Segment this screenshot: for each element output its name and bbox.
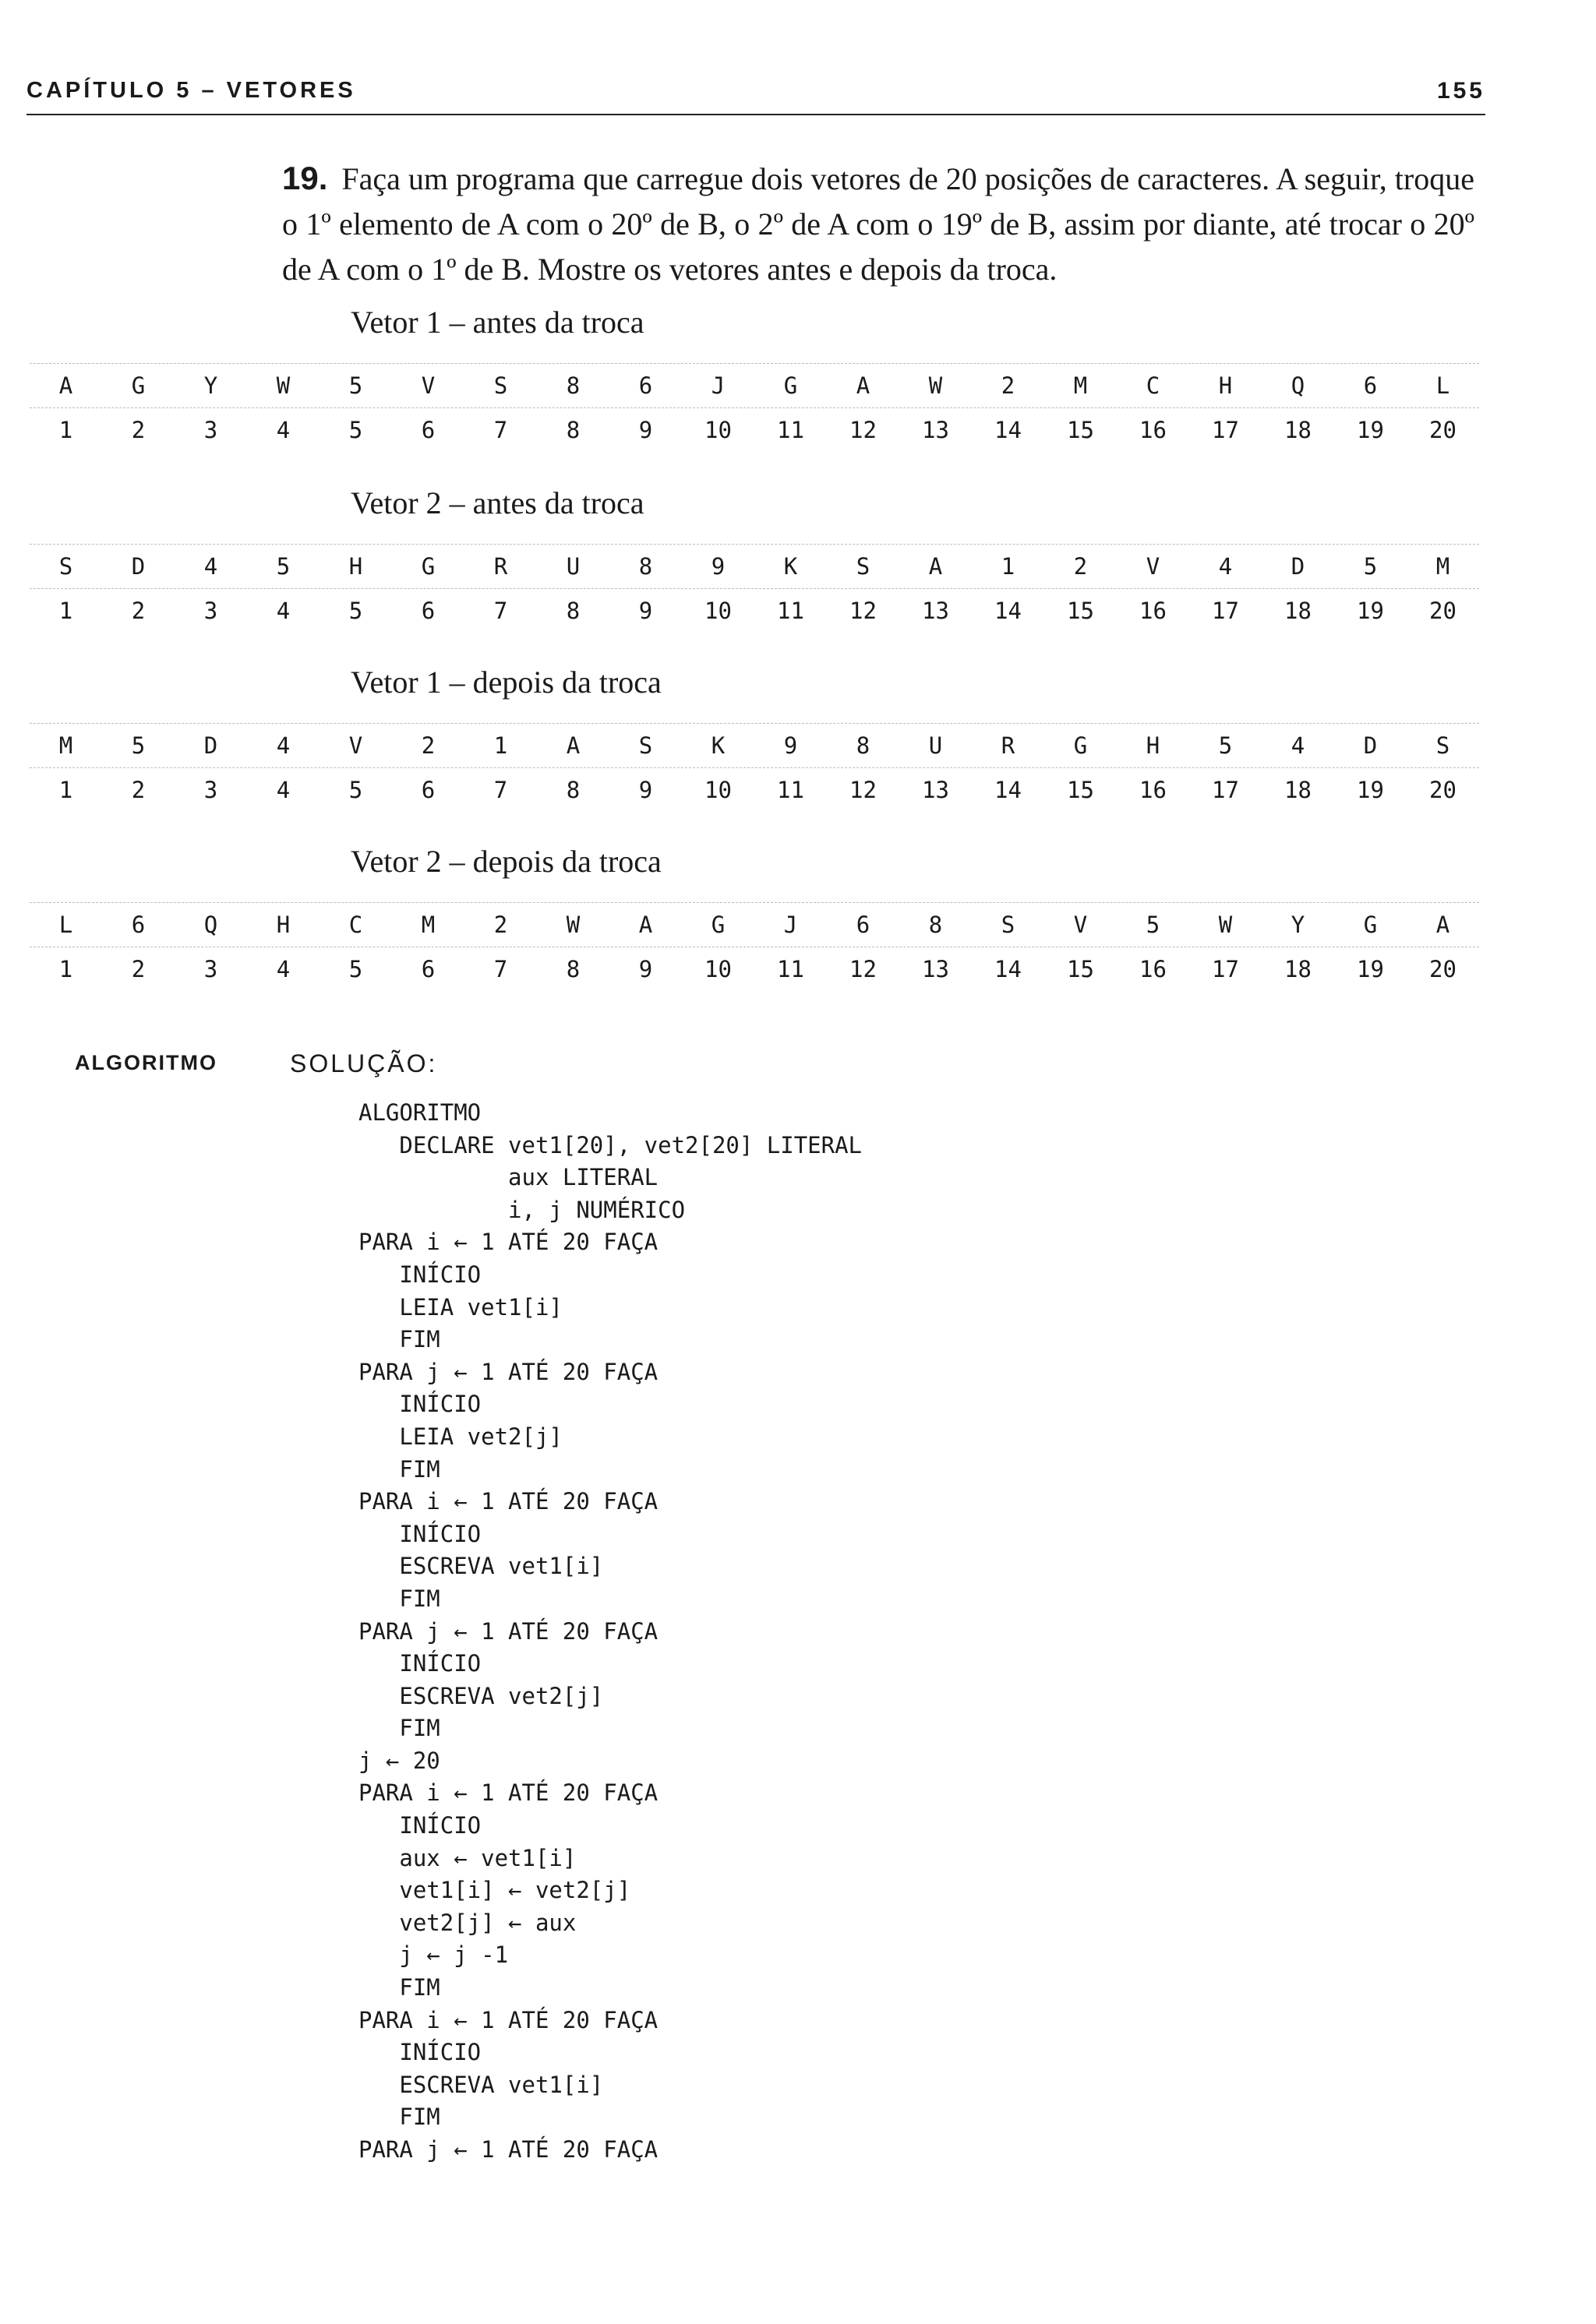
vector-index-cell: 4 bbox=[276, 956, 291, 982]
vector-index-cell: 12 bbox=[849, 417, 877, 443]
vector-value-cell: H bbox=[1218, 372, 1233, 399]
vector-value-cell: W bbox=[928, 372, 943, 399]
code-line: INÍCIO bbox=[358, 1391, 482, 1418]
vector-values-row bbox=[30, 363, 1479, 408]
code-line: FIM bbox=[358, 2104, 440, 2131]
vector-index-cell: 13 bbox=[922, 956, 949, 982]
vector-index-cell: 17 bbox=[1212, 777, 1239, 803]
vector-index-cell: 4 bbox=[276, 417, 291, 443]
vector-index-cell: 15 bbox=[1067, 598, 1094, 624]
vector-index-cell: 5 bbox=[348, 417, 363, 443]
vector-index-cell: 13 bbox=[922, 777, 949, 803]
code-line: j ← 20 bbox=[358, 1747, 440, 1774]
vector-index-cell: 20 bbox=[1429, 598, 1457, 624]
code-line: ESCREVA vet1[i] bbox=[358, 1553, 604, 1580]
vector-value-cell: A bbox=[638, 912, 653, 938]
vector-value-cell: A bbox=[566, 732, 581, 759]
vector-value-cell: D bbox=[1291, 553, 1305, 580]
code-line: INÍCIO bbox=[358, 1520, 482, 1547]
code-line: j ← j -1 bbox=[358, 1941, 509, 1969]
code-line: i, j NUMÉRICO bbox=[358, 1196, 686, 1223]
vector-value-cell: 2 bbox=[421, 732, 436, 759]
vector-index-cell: 1 bbox=[58, 956, 73, 982]
vector-value-cell: C bbox=[348, 912, 363, 938]
vector-index-cell: 16 bbox=[1139, 417, 1167, 443]
vector-value-cell: A bbox=[856, 372, 870, 399]
vector-index-cell: 3 bbox=[203, 956, 218, 982]
vector-index-cell: 5 bbox=[348, 777, 363, 803]
vector-value-cell: Q bbox=[1291, 372, 1305, 399]
vector-value-cell: J bbox=[711, 372, 726, 399]
vector-index-cell: 4 bbox=[276, 777, 291, 803]
vector-index-cell: 2 bbox=[131, 598, 146, 624]
vector-index-cell: 17 bbox=[1212, 956, 1239, 982]
vector-index-cell: 2 bbox=[131, 777, 146, 803]
vector-indices-row bbox=[30, 413, 1479, 447]
vector-value-cell: 1 bbox=[1001, 553, 1015, 580]
vector-index-cell: 12 bbox=[849, 598, 877, 624]
vector-value-cell: 8 bbox=[566, 372, 581, 399]
code-line: ESCREVA vet2[j] bbox=[358, 1682, 604, 1709]
vector-value-cell: M bbox=[58, 732, 73, 759]
code-line: vet1[i] ← vet2[j] bbox=[358, 1877, 631, 1904]
vector-value-cell: 6 bbox=[1363, 372, 1378, 399]
vector-index-cell: 14 bbox=[994, 777, 1022, 803]
code-line: PARA i ← 1 ATÉ 20 FAÇA bbox=[358, 2006, 659, 2033]
vector-index-cell: 11 bbox=[777, 777, 804, 803]
vector-index-cell: 16 bbox=[1139, 956, 1167, 982]
code-line: INÍCIO bbox=[358, 1261, 482, 1288]
vector-value-cell: L bbox=[58, 912, 73, 938]
code-line: DECLARE vet1[20], vet2[20] LITERAL bbox=[358, 1131, 863, 1158]
vector-index-cell: 14 bbox=[994, 598, 1022, 624]
vector-value-cell: S bbox=[856, 553, 870, 580]
vector-value-cell: 4 bbox=[1218, 553, 1233, 580]
vector-value-cell: 8 bbox=[928, 912, 943, 938]
vector-index-cell: 18 bbox=[1284, 598, 1312, 624]
vector-value-cell: 4 bbox=[203, 553, 218, 580]
vector-indices-row bbox=[30, 952, 1479, 986]
vector-index-cell: 2 bbox=[131, 956, 146, 982]
vector-value-cell: Q bbox=[203, 912, 218, 938]
vector-value-cell: W bbox=[566, 912, 581, 938]
vector-index-cell: 20 bbox=[1429, 777, 1457, 803]
vector-index-cell: 1 bbox=[58, 417, 73, 443]
vector-value-cell: 4 bbox=[1291, 732, 1305, 759]
code-line: PARA i ← 1 ATÉ 20 FAÇA bbox=[358, 1779, 659, 1807]
code-line: FIM bbox=[358, 1455, 440, 1483]
code-line: INÍCIO bbox=[358, 2039, 482, 2066]
page-number: 155 bbox=[1436, 78, 1485, 104]
vector-value-cell: D bbox=[1363, 732, 1378, 759]
vector-index-cell: 18 bbox=[1284, 777, 1312, 803]
vector-indices-row bbox=[30, 773, 1479, 807]
code-line: LEIA vet1[i] bbox=[358, 1293, 563, 1321]
vector-index-cell: 3 bbox=[203, 777, 218, 803]
vector-value-cell: D bbox=[131, 553, 146, 580]
vector-value-cell: 2 bbox=[1001, 372, 1015, 399]
vector-index-cell: 7 bbox=[493, 956, 508, 982]
vector-index-cell: 18 bbox=[1284, 956, 1312, 982]
vector-index-cell: 15 bbox=[1067, 956, 1094, 982]
code-line: PARA j ← 1 ATÉ 20 FAÇA bbox=[358, 1358, 659, 1385]
code-line: LEIA vet2[j] bbox=[358, 1423, 563, 1450]
vector-index-cell: 17 bbox=[1212, 417, 1239, 443]
vector-index-cell: 2 bbox=[131, 417, 146, 443]
vector-index-cell: 4 bbox=[276, 598, 291, 624]
vector-index-cell: 11 bbox=[777, 417, 804, 443]
vector-value-cell: R bbox=[493, 553, 508, 580]
algorithm-label: ALGORITMO bbox=[75, 1051, 217, 1074]
vector-value-cell: Y bbox=[203, 372, 218, 399]
vector-value-cell: V bbox=[421, 372, 436, 399]
vector-index-cell: 10 bbox=[704, 956, 732, 982]
vector-indices-row bbox=[30, 594, 1479, 628]
code-line: FIM bbox=[358, 1974, 440, 2001]
vector-index-cell: 5 bbox=[348, 598, 363, 624]
vector-value-cell: 9 bbox=[783, 732, 798, 759]
vector-index-cell: 16 bbox=[1139, 598, 1167, 624]
vector-value-cell: S bbox=[493, 372, 508, 399]
vector-value-cell: D bbox=[203, 732, 218, 759]
chapter-title: CAPÍTULO 5 – VETORES bbox=[26, 78, 356, 103]
vector-index-cell: 17 bbox=[1212, 598, 1239, 624]
vector-index-cell: 11 bbox=[777, 598, 804, 624]
vector-value-cell: V bbox=[1073, 912, 1088, 938]
vector-index-cell: 15 bbox=[1067, 417, 1094, 443]
code-line: PARA j ← 1 ATÉ 20 FAÇA bbox=[358, 2136, 659, 2163]
vector-value-cell: G bbox=[421, 553, 436, 580]
vector-index-cell: 12 bbox=[849, 777, 877, 803]
vector-caption: Vetor 2 – antes da troca bbox=[351, 485, 644, 520]
vector-value-cell: 5 bbox=[348, 372, 363, 399]
vector-index-cell: 1 bbox=[58, 777, 73, 803]
vector-value-cell: S bbox=[638, 732, 653, 759]
vector-caption: Vetor 1 – antes da troca bbox=[351, 305, 644, 340]
vector-value-cell: U bbox=[928, 732, 943, 759]
vector-value-cell: W bbox=[276, 372, 291, 399]
vector-value-cell: G bbox=[131, 372, 146, 399]
vector-index-cell: 9 bbox=[638, 777, 653, 803]
vector-index-cell: 10 bbox=[704, 777, 732, 803]
vector-index-cell: 10 bbox=[704, 417, 732, 443]
vector-index-cell: 9 bbox=[638, 956, 653, 982]
code-line: INÍCIO bbox=[358, 1650, 482, 1677]
code-line: aux LITERAL bbox=[358, 1164, 659, 1191]
vector-value-cell: 5 bbox=[1146, 912, 1160, 938]
vector-index-cell: 19 bbox=[1357, 598, 1384, 624]
vector-index-cell: 8 bbox=[566, 956, 581, 982]
vector-value-cell: 2 bbox=[493, 912, 508, 938]
vector-value-cell: 6 bbox=[856, 912, 870, 938]
vector-index-cell: 15 bbox=[1067, 777, 1094, 803]
exercise-number: 19. bbox=[282, 160, 328, 196]
vector-index-cell: 3 bbox=[203, 598, 218, 624]
vector-index-cell: 8 bbox=[566, 777, 581, 803]
vector-value-cell: V bbox=[1146, 553, 1160, 580]
vector-value-cell: K bbox=[783, 553, 798, 580]
vector-index-cell: 3 bbox=[203, 417, 218, 443]
vector-value-cell: G bbox=[1073, 732, 1088, 759]
vector-index-cell: 8 bbox=[566, 598, 581, 624]
vector-value-cell: 6 bbox=[638, 372, 653, 399]
vector-value-cell: 5 bbox=[131, 732, 146, 759]
vector-value-cell: V bbox=[348, 732, 363, 759]
vector-values-row bbox=[30, 723, 1479, 768]
vector-value-cell: K bbox=[711, 732, 726, 759]
vector-value-cell: H bbox=[1146, 732, 1160, 759]
vector-value-cell: S bbox=[58, 553, 73, 580]
code-line: ALGORITMO bbox=[358, 1099, 482, 1126]
vector-index-cell: 20 bbox=[1429, 956, 1457, 982]
code-line: aux ← vet1[i] bbox=[358, 1844, 577, 1871]
vector-values-row bbox=[30, 902, 1479, 947]
vector-value-cell: M bbox=[421, 912, 436, 938]
vector-index-cell: 11 bbox=[777, 956, 804, 982]
vector-index-cell: 20 bbox=[1429, 417, 1457, 443]
vector-index-cell: 9 bbox=[638, 598, 653, 624]
pseudocode-block bbox=[358, 1097, 862, 2167]
vector-value-cell: J bbox=[783, 912, 798, 938]
vector-value-cell: R bbox=[1001, 732, 1015, 759]
vector-index-cell: 6 bbox=[421, 777, 436, 803]
vector-value-cell: U bbox=[566, 553, 581, 580]
vector-value-cell: G bbox=[1363, 912, 1378, 938]
vector-index-cell: 13 bbox=[922, 417, 949, 443]
vector-value-cell: A bbox=[58, 372, 73, 399]
vector-value-cell: Y bbox=[1291, 912, 1305, 938]
code-line: FIM bbox=[358, 1585, 440, 1612]
vector-index-cell: 14 bbox=[994, 956, 1022, 982]
vector-value-cell: 5 bbox=[276, 553, 291, 580]
vector-index-cell: 16 bbox=[1139, 777, 1167, 803]
code-line: PARA i ← 1 ATÉ 20 FAÇA bbox=[358, 1229, 659, 1256]
vector-value-cell: W bbox=[1218, 912, 1233, 938]
vector-value-cell: G bbox=[783, 372, 798, 399]
code-line: ESCREVA vet1[i] bbox=[358, 2071, 604, 2098]
vector-index-cell: 8 bbox=[566, 417, 581, 443]
vector-value-cell: 8 bbox=[638, 553, 653, 580]
vector-value-cell: 6 bbox=[131, 912, 146, 938]
exercise-text: Faça um programa que carregue dois vetores de 20 posições de caracteres. A seguir, troque o 1º elemento de A com o 20º de B, o 2º de A com o 19º de B, assim por diante, até trocar o 20º de A com o 1º de B. Mostre os vetores antes e depois da troca. bbox=[282, 161, 1474, 287]
vector-index-cell: 5 bbox=[348, 956, 363, 982]
vector-value-cell: S bbox=[1001, 912, 1015, 938]
vector-value-cell: 5 bbox=[1363, 553, 1378, 580]
vector-value-cell: S bbox=[1435, 732, 1450, 759]
vector-value-cell: 2 bbox=[1073, 553, 1088, 580]
vector-index-cell: 7 bbox=[493, 417, 508, 443]
vector-index-cell: 10 bbox=[704, 598, 732, 624]
vector-value-cell: 1 bbox=[493, 732, 508, 759]
vector-index-cell: 14 bbox=[994, 417, 1022, 443]
vector-caption: Vetor 2 – depois da troca bbox=[351, 844, 662, 879]
vector-values-row bbox=[30, 544, 1479, 589]
vector-index-cell: 9 bbox=[638, 417, 653, 443]
vector-index-cell: 19 bbox=[1357, 777, 1384, 803]
vector-index-cell: 12 bbox=[849, 956, 877, 982]
vector-index-cell: 18 bbox=[1284, 417, 1312, 443]
vector-value-cell: A bbox=[928, 553, 943, 580]
vector-value-cell: M bbox=[1435, 553, 1450, 580]
vector-value-cell: 8 bbox=[856, 732, 870, 759]
vector-index-cell: 6 bbox=[421, 417, 436, 443]
vector-index-cell: 13 bbox=[922, 598, 949, 624]
code-line: FIM bbox=[358, 1715, 440, 1742]
code-line: FIM bbox=[358, 1326, 440, 1353]
vector-value-cell: C bbox=[1146, 372, 1160, 399]
vector-value-cell: 9 bbox=[711, 553, 726, 580]
code-line: vet2[j] ← aux bbox=[358, 1909, 577, 1936]
vector-value-cell: H bbox=[276, 912, 291, 938]
vector-index-cell: 6 bbox=[421, 956, 436, 982]
vector-index-cell: 19 bbox=[1357, 956, 1384, 982]
code-line: INÍCIO bbox=[358, 1812, 482, 1839]
vector-index-cell: 7 bbox=[493, 777, 508, 803]
code-line: PARA i ← 1 ATÉ 20 FAÇA bbox=[358, 1488, 659, 1515]
solution-label: SOLUÇÃO: bbox=[290, 1049, 438, 1077]
vector-value-cell: G bbox=[711, 912, 726, 938]
code-line: PARA j ← 1 ATÉ 20 FAÇA bbox=[358, 1617, 659, 1645]
vector-caption: Vetor 1 – depois da troca bbox=[351, 665, 662, 700]
vector-index-cell: 1 bbox=[58, 598, 73, 624]
vector-value-cell: M bbox=[1073, 372, 1088, 399]
vector-index-cell: 19 bbox=[1357, 417, 1384, 443]
page-header bbox=[26, 78, 1485, 115]
vector-index-cell: 6 bbox=[421, 598, 436, 624]
vector-value-cell: H bbox=[348, 553, 363, 580]
vector-index-cell: 7 bbox=[493, 598, 508, 624]
exercise-statement bbox=[282, 156, 1474, 292]
vector-value-cell: 4 bbox=[276, 732, 291, 759]
vector-value-cell: A bbox=[1435, 912, 1450, 938]
vector-value-cell: L bbox=[1435, 372, 1450, 399]
vector-value-cell: 5 bbox=[1218, 732, 1233, 759]
